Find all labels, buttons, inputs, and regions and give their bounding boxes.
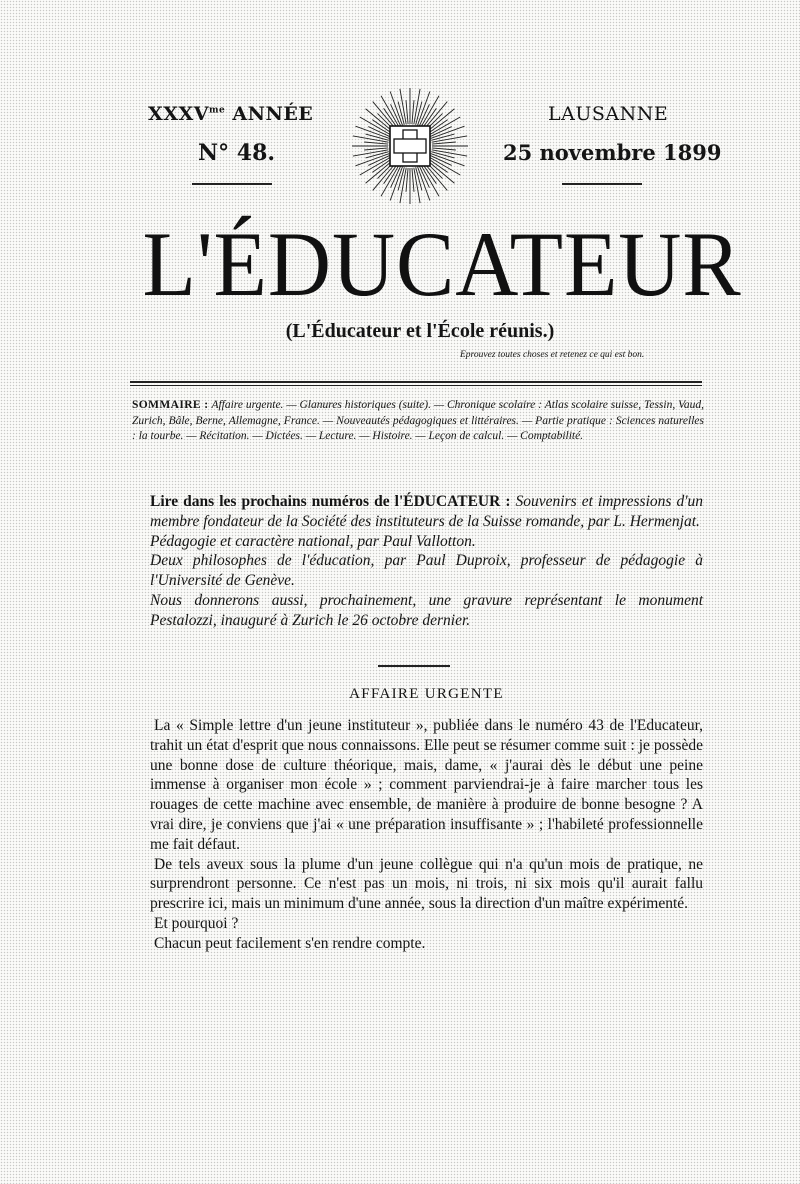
motto: Eprouvez toutes choses et retenez ce qui est bon.	[460, 350, 645, 360]
summary-top-rule-thin	[130, 385, 702, 386]
emblem-ray	[364, 142, 388, 144]
emblem-ray	[432, 148, 456, 150]
announcements	[150, 492, 703, 631]
issue-date: 25 novembre 1899	[503, 140, 722, 165]
right-rule	[562, 183, 642, 185]
emblem-ray	[412, 100, 414, 124]
announce-item-2: Pédagogie et caractère national, par Paul Vallotton.	[150, 532, 476, 550]
article-paragraph-2: De tels aveux sous la plume d'un jeune collègue qui n'a qu'un mois de pratique, ne surprendront personne. Ce n'est pas un mois, ni trois, ni six mois qu'il aurait fallu prescrire ici, mais un minimum d'une année, sous la direction d'un maître expérimenté.	[150, 855, 703, 913]
article-paragraph-3: Et pourquoi ?	[154, 914, 239, 932]
announce-item-4: Nous donnerons aussi, prochainement, une gravure représentant le monument Pestalozzi, inauguré à Zurich le 26 octobre dernier.	[150, 591, 703, 629]
newspaper-title: L'ÉDUCATEUR	[142, 213, 742, 315]
announce-item-3: Deux philosophes de l'éducation, par Paul Duproix, professeur de pédagogie à l'Université de Genève.	[150, 552, 703, 590]
summary-block	[132, 398, 704, 445]
article-body	[150, 716, 703, 954]
summary-label: SOMMAIRE :	[132, 399, 209, 411]
article-title: AFFAIRE URGENTE	[349, 686, 504, 702]
article-paragraph-1: La « Simple lettre d'un jeune instituteur », publiée dans le numéro 43 de l'Educateur, trahit un état d'esprit que nous connaissons. Elle peut se résumer comme suit : je possède une bonne dose de culture théorique, mais, dame, « j'aurai dès le début une peine immense à organiser mon école » ; comment parviendrai-je à faire marcher tous les rouages de cette machine avec ensemble, de manière à produire de bonne besogne ? A vrai dire, je conviens que j'ai « une préparation insuffisante » ; l'habileté professionnelle me fait défaut.	[150, 717, 703, 853]
volume-sup: me	[208, 105, 226, 116]
emblem-ray	[412, 168, 414, 192]
volume-word: ANNÉE	[232, 103, 314, 125]
announce-item-1: Souvenirs et impressions d'un membre fondateur de la Société des instituteurs de la Suisse romande, par L. Hermenjat.	[150, 493, 704, 530]
city: LAUSANNE	[548, 103, 669, 125]
summary-text: Affaire urgente. — Glanures historiques (suite). — Chronique scolaire : Atlas scolaire suisse, Tessin, Vaud, Zurich, Bâle, Berne, Allemagne, France. — Nouveautés pédagogiques et littéraires. — Partie pratique : Sciences naturelles : la tourbe. — Récitation. — Dictées. — Lecture. — Histoire. — Leçon de calcul. — Comptabilité.	[132, 399, 704, 442]
summary-top-rule	[130, 381, 702, 383]
emblem-ray	[432, 142, 456, 144]
volume-roman: XXXV	[148, 103, 209, 125]
emblem-ray	[364, 148, 388, 150]
emblem-ray	[406, 100, 408, 124]
swiss-cross-emblem	[350, 88, 470, 204]
issue-number: N° 48.	[198, 140, 276, 166]
left-rule	[192, 183, 272, 185]
swiss-cross-icon	[350, 88, 470, 204]
article-paragraph-4: Chacun peut facilement s'en rendre compte.	[154, 934, 426, 952]
announce-lead: Lire dans les prochains numéros de l'ÉDUCATEUR :	[150, 493, 511, 510]
emblem-ray	[406, 168, 408, 192]
volume-year	[148, 103, 318, 125]
newspaper-subtitle: (L'Éducateur et l'École réunis.)	[285, 320, 555, 342]
section-divider	[378, 665, 450, 667]
